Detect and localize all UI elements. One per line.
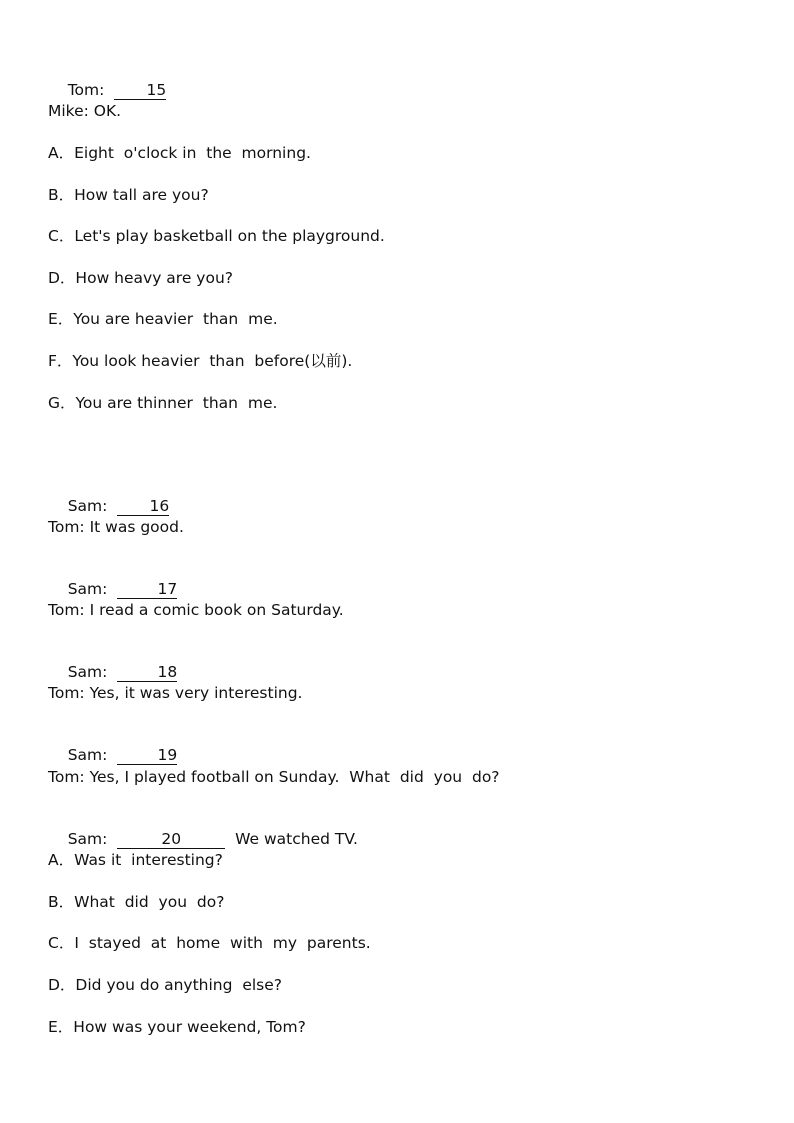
option-e: E．How was your weekend, Tom? <box>48 1018 306 1036</box>
speaker-label: Sam: <box>67 830 108 848</box>
option-d: D．Did you do anything else? <box>48 976 282 994</box>
dialogue-text: We watched TV. <box>235 830 358 848</box>
answer-blank-19: 19 <box>117 746 177 765</box>
option-a: A．Was it interesting? <box>48 851 223 869</box>
option-b: B．What did you do? <box>48 893 225 911</box>
option-c: C．Let's play basketball on the playground. <box>48 227 385 245</box>
option-d: D．How heavy are you? <box>48 269 234 287</box>
speaker-label: Sam: <box>67 580 108 598</box>
dialogue-line-tom-4: Tom: Yes, I played football on Sunday. What did you do? <box>48 768 500 786</box>
speaker-label: Sam: <box>67 497 108 515</box>
dialogue-line-tom-2: Tom: I read a comic book on Saturday. <box>48 601 344 619</box>
option-c: C．I stayed at home with my parents. <box>48 934 371 952</box>
speaker-label: Sam: <box>67 663 108 681</box>
option-e: E．You are heavier than me. <box>48 310 278 328</box>
answer-blank-16: 16 <box>117 497 169 516</box>
answer-blank-18: 18 <box>117 663 177 682</box>
option-a: A．Eight o'clock in the morning. <box>48 144 311 162</box>
answer-blank-17: 17 <box>117 580 177 599</box>
dialogue-line-mike: Mike: OK. <box>48 102 122 120</box>
option-f: F．You look heavier than before(以前). <box>48 352 353 370</box>
dialogue-line-tom-1: Tom: It was good. <box>48 518 184 536</box>
answer-blank-20: 20 <box>117 830 225 849</box>
speaker-label: Tom: <box>67 81 105 99</box>
speaker-label: Sam: <box>67 746 108 764</box>
option-g: G．You are thinner than me. <box>48 394 278 412</box>
dialogue-line-tom-3: Tom: Yes, it was very interesting. <box>48 684 303 702</box>
option-b: B．How tall are you? <box>48 186 209 204</box>
answer-blank-15: 15 <box>114 81 166 100</box>
